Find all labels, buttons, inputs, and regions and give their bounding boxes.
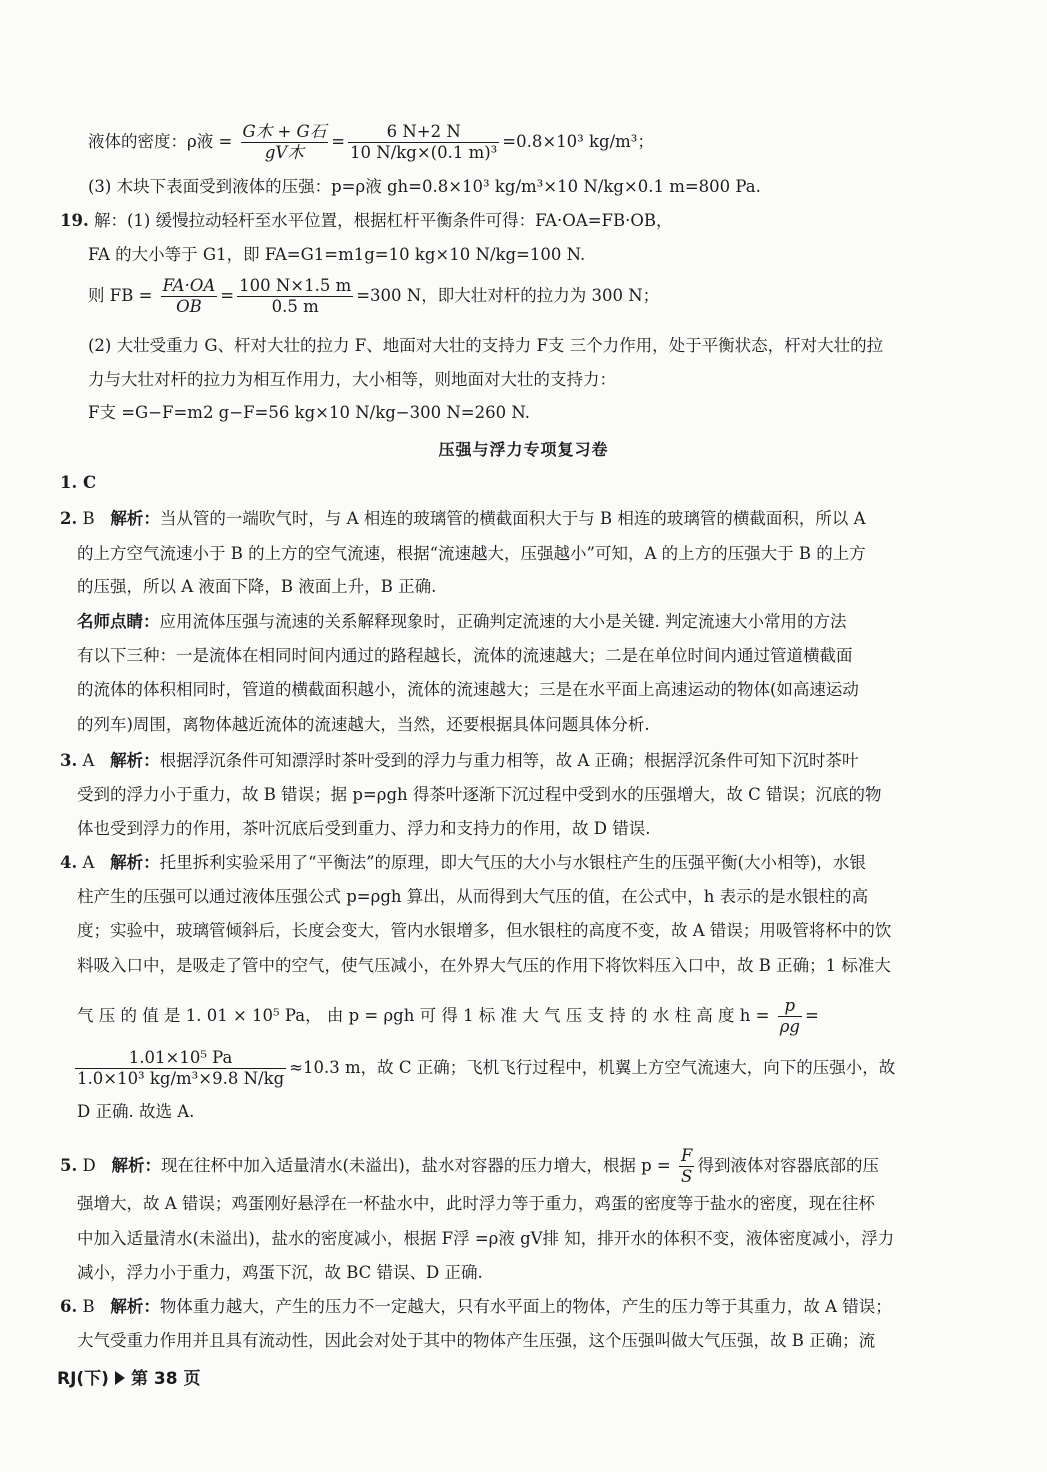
q19-line5: 力与大壮对杆的拉力为相互作用力，大小相等，则地面对大壮的支持力： (88, 370, 616, 389)
fraction-pressure: $\frac{F}{S}$ (680, 1146, 693, 1186)
q19-line1: 19. 解：(1) 缓慢拉动轻杆至水平位置，根据杠杆平衡条件可得：FA·OA=FB·OB， (60, 211, 673, 230)
fraction-fb: $\frac{FA\cdot OA}{OB}$ (162, 276, 216, 316)
q2-line2: 的上方空气流速小于 B 的上方的空气流速，根据“流速越大，压强越小”可知，A 的上方的压强大于 B 的上方 (77, 544, 866, 563)
q19-line2: FA 的大小等于 G1，即 FA=G1=m1g=10 kg×10 N/kg=100 N. (88, 245, 586, 264)
q4-answer: A (82, 853, 95, 872)
q6-line2: 大气受重力作用并且具有流动性，因此会对处于其中的物体产生压强，这个压强叫做大气压强，故 B 正确；流 (77, 1331, 876, 1350)
section-title: 压强与浮力专项复习卷 (438, 440, 609, 459)
q2-line1: 2. B 解析：当从管的一端吹气时，与 A 相连的玻璃管的横截面积大于与 B 相连的玻璃管的横截面积，所以 A (60, 509, 866, 528)
q2-tip-line1: 名师点睛：应用流体压强与流速的关系解释现象时，正确判定流速的大小是关键. 判定流速大小常用的方法 (77, 612, 847, 631)
density-label: 液体的密度：ρ液 = (88, 132, 233, 151)
q18-part3: (3) 木块下表面受到液体的压强：p=ρ液 gh=0.8×10³ kg/m³×10 N/kg×0.1 m=800 Pa. (88, 177, 761, 196)
q5-line2: 强增大，故 A 错误；鸡蛋刚好悬浮在一杯盐水中，此时浮力等于重力，鸡蛋的密度等于盐水的密度，现在往杯 (77, 1194, 875, 1213)
q19-line6: F支 =G−F=m2 g−F=56 kg×10 N/kg−300 N=260 N. (88, 403, 530, 422)
q19-line4: (2) 大壮受重力 G、杆对大壮的拉力 F、地面对大壮的支持力 F支 三个力作用，处于平衡状态，杆对大壮的拉 (88, 336, 884, 355)
q4-line3: 度；实验中，玻璃管倾斜后，长度会变大，管内水银增多，但水银柱的高度不变，故 A 错误；用吸管将杯中的饮 (77, 921, 892, 940)
q1-answer: 1. C (60, 473, 97, 492)
fraction-h: $\frac{p}{\rho g}$ (779, 996, 800, 1036)
q5-answer: D (82, 1156, 96, 1175)
density-result: =0.8×10³ kg/m³； (502, 132, 654, 151)
q4-line7: D 正确. 故选 A. (77, 1102, 195, 1121)
q4-line6: $\frac{\text{1.01×10⁵ Pa}}{\text{1.0×10³ kg/m³×9.8 N/kg}}$ ≈10.3 m，故 C 正确；飞机飞行过程中，机翼上方空气流速大，向下的压强小，故 (77, 1048, 896, 1088)
q6-answer: B (82, 1297, 95, 1316)
q2-tip-line2: 有以下三种：一是流体在相同时间内通过的路程越长，流体的流速越大；二是在单位时间内通过管道横截面 (77, 646, 853, 665)
q2-line3: 的压强，所以 A 液面下降，B 液面上升，B 正确. (77, 577, 437, 596)
edition-label: RJ(下) (57, 1369, 109, 1389)
q4-line2: 柱产生的压强可以通过液体压强公式 p=ρgh 算出，从而得到大气压的值，在公式中，h 表示的是水银柱的高 (77, 887, 869, 906)
page-footer (57, 1364, 200, 1389)
q2-analysis-tag: 解析： (110, 509, 160, 528)
fraction-fb-numeric: $\frac{100 N\times 1.5 m}{0.5 m}$ (239, 276, 352, 316)
fraction-gravity-sum: $\frac{\text{G木 + G石}}{\text{gV木}}$ (242, 122, 327, 162)
q3-line1: 3. A 解析：根据浮沉条件可知漂浮时茶叶受到的浮力与重力相等，故 A 正确；根据浮沉条件可知下沉时茶叶 (60, 751, 859, 770)
density-equation: 液体的密度：ρ液 = $\frac{\text{G木 + G石}}{\text{gV木}}$ = $\frac{6 N+2 N}{\text{10 N/kg×(0.1 m)³}}$ =0.8×10³ kg/m³； (88, 122, 654, 162)
q5-line3: 中加入适量清水(未溢出)，盐水的密度减小，根据 F浮 =ρ液 gV排 知，排开水的体积不变，液体密度减小，浮力 (77, 1229, 895, 1248)
q3-answer: A (82, 751, 95, 770)
page-number: 第 38 页 (130, 1369, 201, 1389)
q4-line1: 4. A 解析：托里拆利实验采用了“平衡法”的原理，即大气压的大小与水银柱产生的压强平衡(大小相等)，水银 (60, 853, 866, 872)
q5-line4: 减小，浮力小于重力，鸡蛋下沉，故 BC 错误、D 正确. (77, 1263, 483, 1282)
fraction-numeric: $\frac{6 N+2 N}{\text{10 N/kg×(0.1 m)³}}$ (350, 122, 498, 162)
q2-answer: B (82, 509, 95, 528)
q3-line2: 受到的浮力小于重力，故 B 错误；据 p=ρgh 得茶叶逐渐下沉过程中受到水的压强增大，故 C 错误；沉底的物 (77, 785, 882, 804)
play-triangle-icon (115, 1371, 125, 1385)
q4-line5: 气 压 的 值 是 1. 01 × 10⁵ Pa， 由 p = ρgh 可 得 1 标 准 大 气 压 支 持 的 水 柱 高 度 h = $\frac{p}{\rho g}$ = (77, 996, 819, 1036)
q19-number: 19. (60, 211, 89, 230)
q19-line3: 则 FB = $\frac{FA\cdot OA}{OB}$ = $\frac{100 N\times 1.5 m}{0.5 m}$ =300 N，即大壮对杆的拉力为 300 N； (88, 276, 660, 316)
q4-line4: 料吸入口中，是吸走了管中的空气，使气压减小，在外界大气压的作用下将饮料压入口中，故 B 正确；1 标准大 (77, 956, 891, 975)
q6-line1: 6. B 解析：物体重力越大，产生的压力不一定越大，只有水平面上的物体，产生的压力等于其重力，故 A 错误； (60, 1297, 892, 1316)
q5-line1: 5. D 解析：现在往杯中加入适量清水(未溢出)，盐水对容器的压力增大，根据 p = $\frac{F}{S}$ 得到液体对容器底部的压 (60, 1146, 879, 1186)
tip-tag: 名师点睛： (77, 612, 160, 631)
fraction-water-height: $\frac{\text{1.01×10⁵ Pa}}{\text{1.0×10³ kg/m³×9.8 N/kg}}$ (77, 1048, 285, 1088)
q3-line3: 体也受到浮力的作用，茶叶沉底后受到重力、浮力和支持力的作用，故 D 错误. (77, 819, 651, 838)
q2-tip-line4: 的列车)周围，离物体越近流体的流速越大，当然，还要根据具体问题具体分析. (77, 715, 650, 734)
q2-tip-line3: 的流体的体积相同时，管道的横截面积越小，流体的流速越大；三是在水平面上高速运动的物体(如高速运动 (77, 680, 859, 699)
